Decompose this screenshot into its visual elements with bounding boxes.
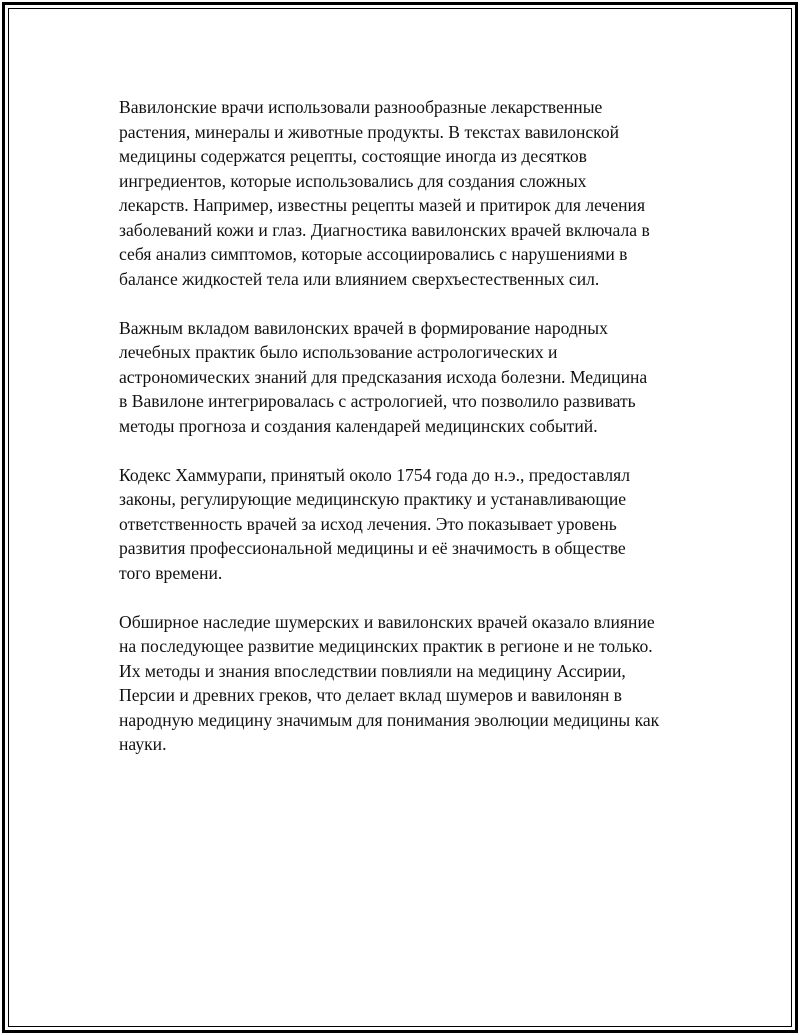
text-line: народную медицину значимым для понимания эволюции медицины как bbox=[119, 709, 660, 730]
text-line: на последующее развитие медицинских практик в регионе и не только. bbox=[119, 636, 653, 656]
text-line: науки. bbox=[119, 734, 167, 754]
text-line: в Вавилоне интегрировалась с астрологией, что позволило развивать bbox=[119, 391, 636, 411]
text-line: развития профессиональной медицины и её значимость в обществе bbox=[119, 538, 626, 558]
paragraph-4 bbox=[119, 610, 709, 757]
text-line: Персии и древних греков, что делает вклад шумеров и вавилонян в bbox=[119, 685, 622, 705]
paragraph-2 bbox=[119, 316, 709, 439]
paragraph-1 bbox=[119, 95, 709, 291]
text-line: Вавилонские врачи использовали разнообразные лекарственные bbox=[119, 97, 603, 117]
text-line: лечебных практик было использование астрологических и bbox=[119, 342, 558, 362]
text-line: того времени. bbox=[119, 562, 223, 583]
text-line: законы, регулирующие медицинскую практику и устанавливающие bbox=[119, 489, 627, 509]
text-line: себя анализ симптомов, которые ассоциировались с нарушениями в bbox=[119, 244, 628, 264]
paragraph-3 bbox=[119, 463, 709, 586]
text-line: ингредиентов, которые использовались для создания сложных bbox=[119, 170, 587, 191]
text-line: ответственность врачей за исход лечения. Это показывает уровень bbox=[119, 513, 617, 534]
document-page bbox=[2, 2, 798, 1033]
text-line: Обширное наследие шумерских и вавилонских врачей оказало влияние bbox=[119, 611, 655, 632]
text-line: растения, минералы и животные продукты. В текстах вавилонской bbox=[119, 121, 620, 142]
text-line: лекарств. Например, известны рецепты мазей и притирок для лечения bbox=[119, 195, 646, 215]
text-line: заболеваний кожи и глаз. Диагностика вавилонских врачей включала в bbox=[119, 219, 650, 240]
document-body bbox=[119, 95, 709, 781]
text-line: методы прогноза и создания календарей медицинских событий. bbox=[119, 415, 598, 436]
text-line: Кодекс Хаммурапи, принятый около 1754 года до н.э., предоставлял bbox=[119, 464, 630, 485]
text-line: Их методы и знания впоследствии повлияли на медицину Ассирии, bbox=[119, 660, 626, 681]
text-line: балансе жидкостей тела или влиянием сверхъестественных сил. bbox=[119, 268, 600, 289]
text-line: Важным вкладом вавилонских врачей в формирование народных bbox=[119, 317, 608, 338]
text-line: астрономических знаний для предсказания исхода болезни. Медицина bbox=[119, 366, 648, 387]
text-line: медицины содержатся рецепты, состоящие иногда из десятков bbox=[119, 146, 587, 166]
